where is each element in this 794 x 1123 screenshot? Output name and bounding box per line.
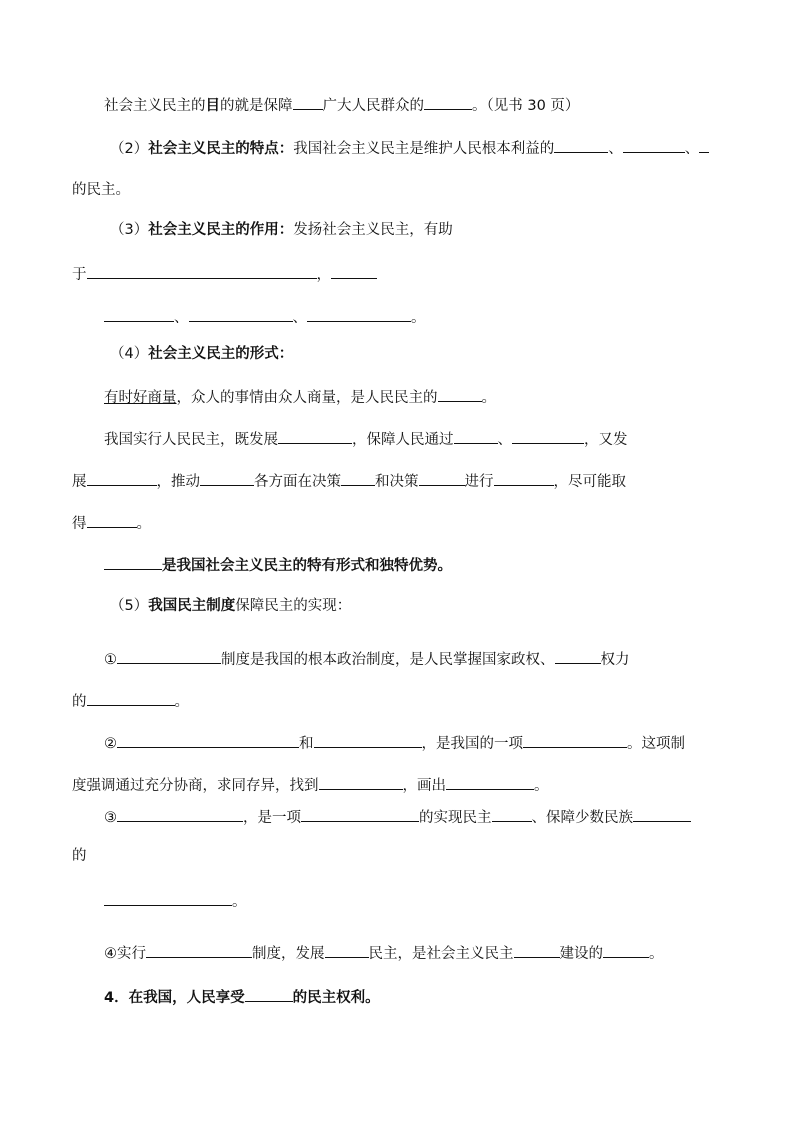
underlined-text: 有时好商量 <box>104 390 177 406</box>
blank <box>419 470 465 486</box>
blank <box>104 554 162 570</box>
text: 得 <box>72 516 87 532</box>
text: 。（见书 30 页） <box>472 98 580 114</box>
blank <box>633 806 691 822</box>
text: 。 <box>534 778 549 794</box>
text: 是我国社会主义民主的特有形式和独特优势。 <box>162 558 452 574</box>
blank <box>331 263 377 279</box>
line-goal <box>104 94 579 116</box>
line-system-2-cont <box>72 774 549 796</box>
blank <box>189 306 293 322</box>
text: 度强调通过充分协商，求同存异，找到 <box>72 778 319 794</box>
line-features <box>110 137 709 159</box>
line-democracy-end <box>72 512 151 534</box>
line-system-2 <box>104 732 685 754</box>
blank <box>314 732 422 748</box>
blank <box>554 137 608 153</box>
item-prefix: （5） <box>110 598 149 614</box>
blank <box>523 732 627 748</box>
blank <box>454 428 498 444</box>
text: 。 <box>411 310 426 326</box>
text: 我国实行人民民主，既发展 <box>104 432 278 448</box>
blank <box>438 386 482 402</box>
text: 制度，发展 <box>252 946 325 962</box>
item-number: ② <box>104 736 117 752</box>
text: 的 <box>72 694 87 710</box>
blank <box>319 774 403 790</box>
blank <box>603 942 649 958</box>
line-democracy-cont <box>72 470 626 492</box>
text: 。 <box>174 694 189 710</box>
blank <box>117 648 221 664</box>
text: 权力 <box>600 652 630 668</box>
text: 、 <box>174 310 189 326</box>
text: 各方面在决策 <box>254 474 341 490</box>
text: 进行 <box>464 474 494 490</box>
blank <box>200 470 254 486</box>
line-role-blanks <box>104 306 426 328</box>
blank <box>301 806 419 822</box>
text: 的 <box>72 848 87 864</box>
text: ，画出 <box>402 778 446 794</box>
text: 、 <box>292 310 307 326</box>
text: ，保障人民通过 <box>352 432 454 448</box>
text: ，推动 <box>156 474 200 490</box>
blank <box>514 942 560 958</box>
text: ，是一项 <box>243 810 301 826</box>
text: 的民主。 <box>72 182 130 198</box>
blank <box>87 690 175 706</box>
line-system-1 <box>104 648 630 670</box>
text: 展 <box>72 474 87 490</box>
blank <box>494 470 554 486</box>
text: 于 <box>72 267 87 283</box>
line-system-3-cont <box>72 846 87 866</box>
blank <box>104 306 174 322</box>
blank <box>492 806 532 822</box>
text: 保障民主的实现： <box>235 598 352 614</box>
item-prefix: （3） <box>110 222 149 238</box>
item-number: ④实行 <box>104 946 146 962</box>
blank <box>446 774 534 790</box>
blank <box>307 306 411 322</box>
text: 。 <box>232 894 247 910</box>
text: 4．在我国，人民享受 <box>104 990 245 1006</box>
blank <box>424 94 472 110</box>
item-number: ③ <box>104 810 117 826</box>
text: 的民主权利。 <box>292 990 380 1006</box>
heading: 社会主义民主的特点： <box>148 141 294 157</box>
text: 、 <box>684 141 700 157</box>
line-system-3 <box>104 806 691 828</box>
blank <box>117 806 243 822</box>
blank <box>623 137 685 153</box>
line-features-cont <box>72 180 130 200</box>
line-unique-form <box>104 554 452 576</box>
text: ，是我国的一项 <box>421 736 523 752</box>
line-democracy <box>104 428 628 450</box>
text: 、 <box>497 432 512 448</box>
line-role-cont <box>72 263 377 285</box>
blank <box>555 648 601 664</box>
text: ，众人的事情由众人商量，是人民民主的 <box>176 390 438 406</box>
text: 广大人民群众的 <box>322 98 424 114</box>
item-prefix: （2） <box>110 141 149 157</box>
text: 的实现民主 <box>419 810 492 826</box>
text: 和 <box>299 736 314 752</box>
item-number: ① <box>104 652 117 668</box>
line-system-4 <box>104 942 664 964</box>
line-systems <box>110 596 351 616</box>
blank <box>341 470 375 486</box>
blank <box>87 512 137 528</box>
blank <box>293 94 323 110</box>
question-4 <box>104 986 380 1008</box>
blank <box>117 732 299 748</box>
text: ，又发 <box>584 432 628 448</box>
text: 制度是我国的根本政治制度，是人民掌握国家政权、 <box>221 652 555 668</box>
text: 。 <box>481 390 496 406</box>
text: 民主，是社会主义民主 <box>368 946 514 962</box>
text: ， <box>316 267 331 283</box>
line-consultation <box>104 386 496 408</box>
text: 建设的 <box>559 946 603 962</box>
text: 和决策 <box>375 474 419 490</box>
text: 社会主义民主的 <box>104 98 206 114</box>
heading: 社会主义民主的形式： <box>148 346 294 362</box>
heading: 社会主义民主的作用： <box>148 222 294 238</box>
text: 发扬社会主义民主，有助 <box>293 222 453 238</box>
text: 、保障少数民族 <box>531 810 633 826</box>
text: ，尽可能取 <box>553 474 626 490</box>
blank <box>325 942 369 958</box>
text-bold: 目 <box>205 98 220 114</box>
line-system-1-cont <box>72 690 189 712</box>
line-system-3-end <box>104 890 247 912</box>
line-role <box>110 220 453 240</box>
text: 、 <box>608 141 623 157</box>
blank <box>245 986 293 1002</box>
blank <box>104 890 232 906</box>
blank <box>278 428 352 444</box>
heading: 我国民主制度 <box>148 598 236 614</box>
text: 。 <box>136 516 151 532</box>
blank <box>87 470 157 486</box>
text: 。这项制 <box>627 736 685 752</box>
text: 我国社会主义民主是维护人民根本利益的 <box>293 141 555 157</box>
text: 。 <box>649 946 664 962</box>
text: 的就是保障 <box>220 98 293 114</box>
blank <box>146 942 252 958</box>
item-prefix: （4） <box>110 346 149 362</box>
blank <box>699 137 709 153</box>
blank <box>512 428 584 444</box>
line-forms <box>110 344 293 364</box>
blank <box>87 263 317 279</box>
